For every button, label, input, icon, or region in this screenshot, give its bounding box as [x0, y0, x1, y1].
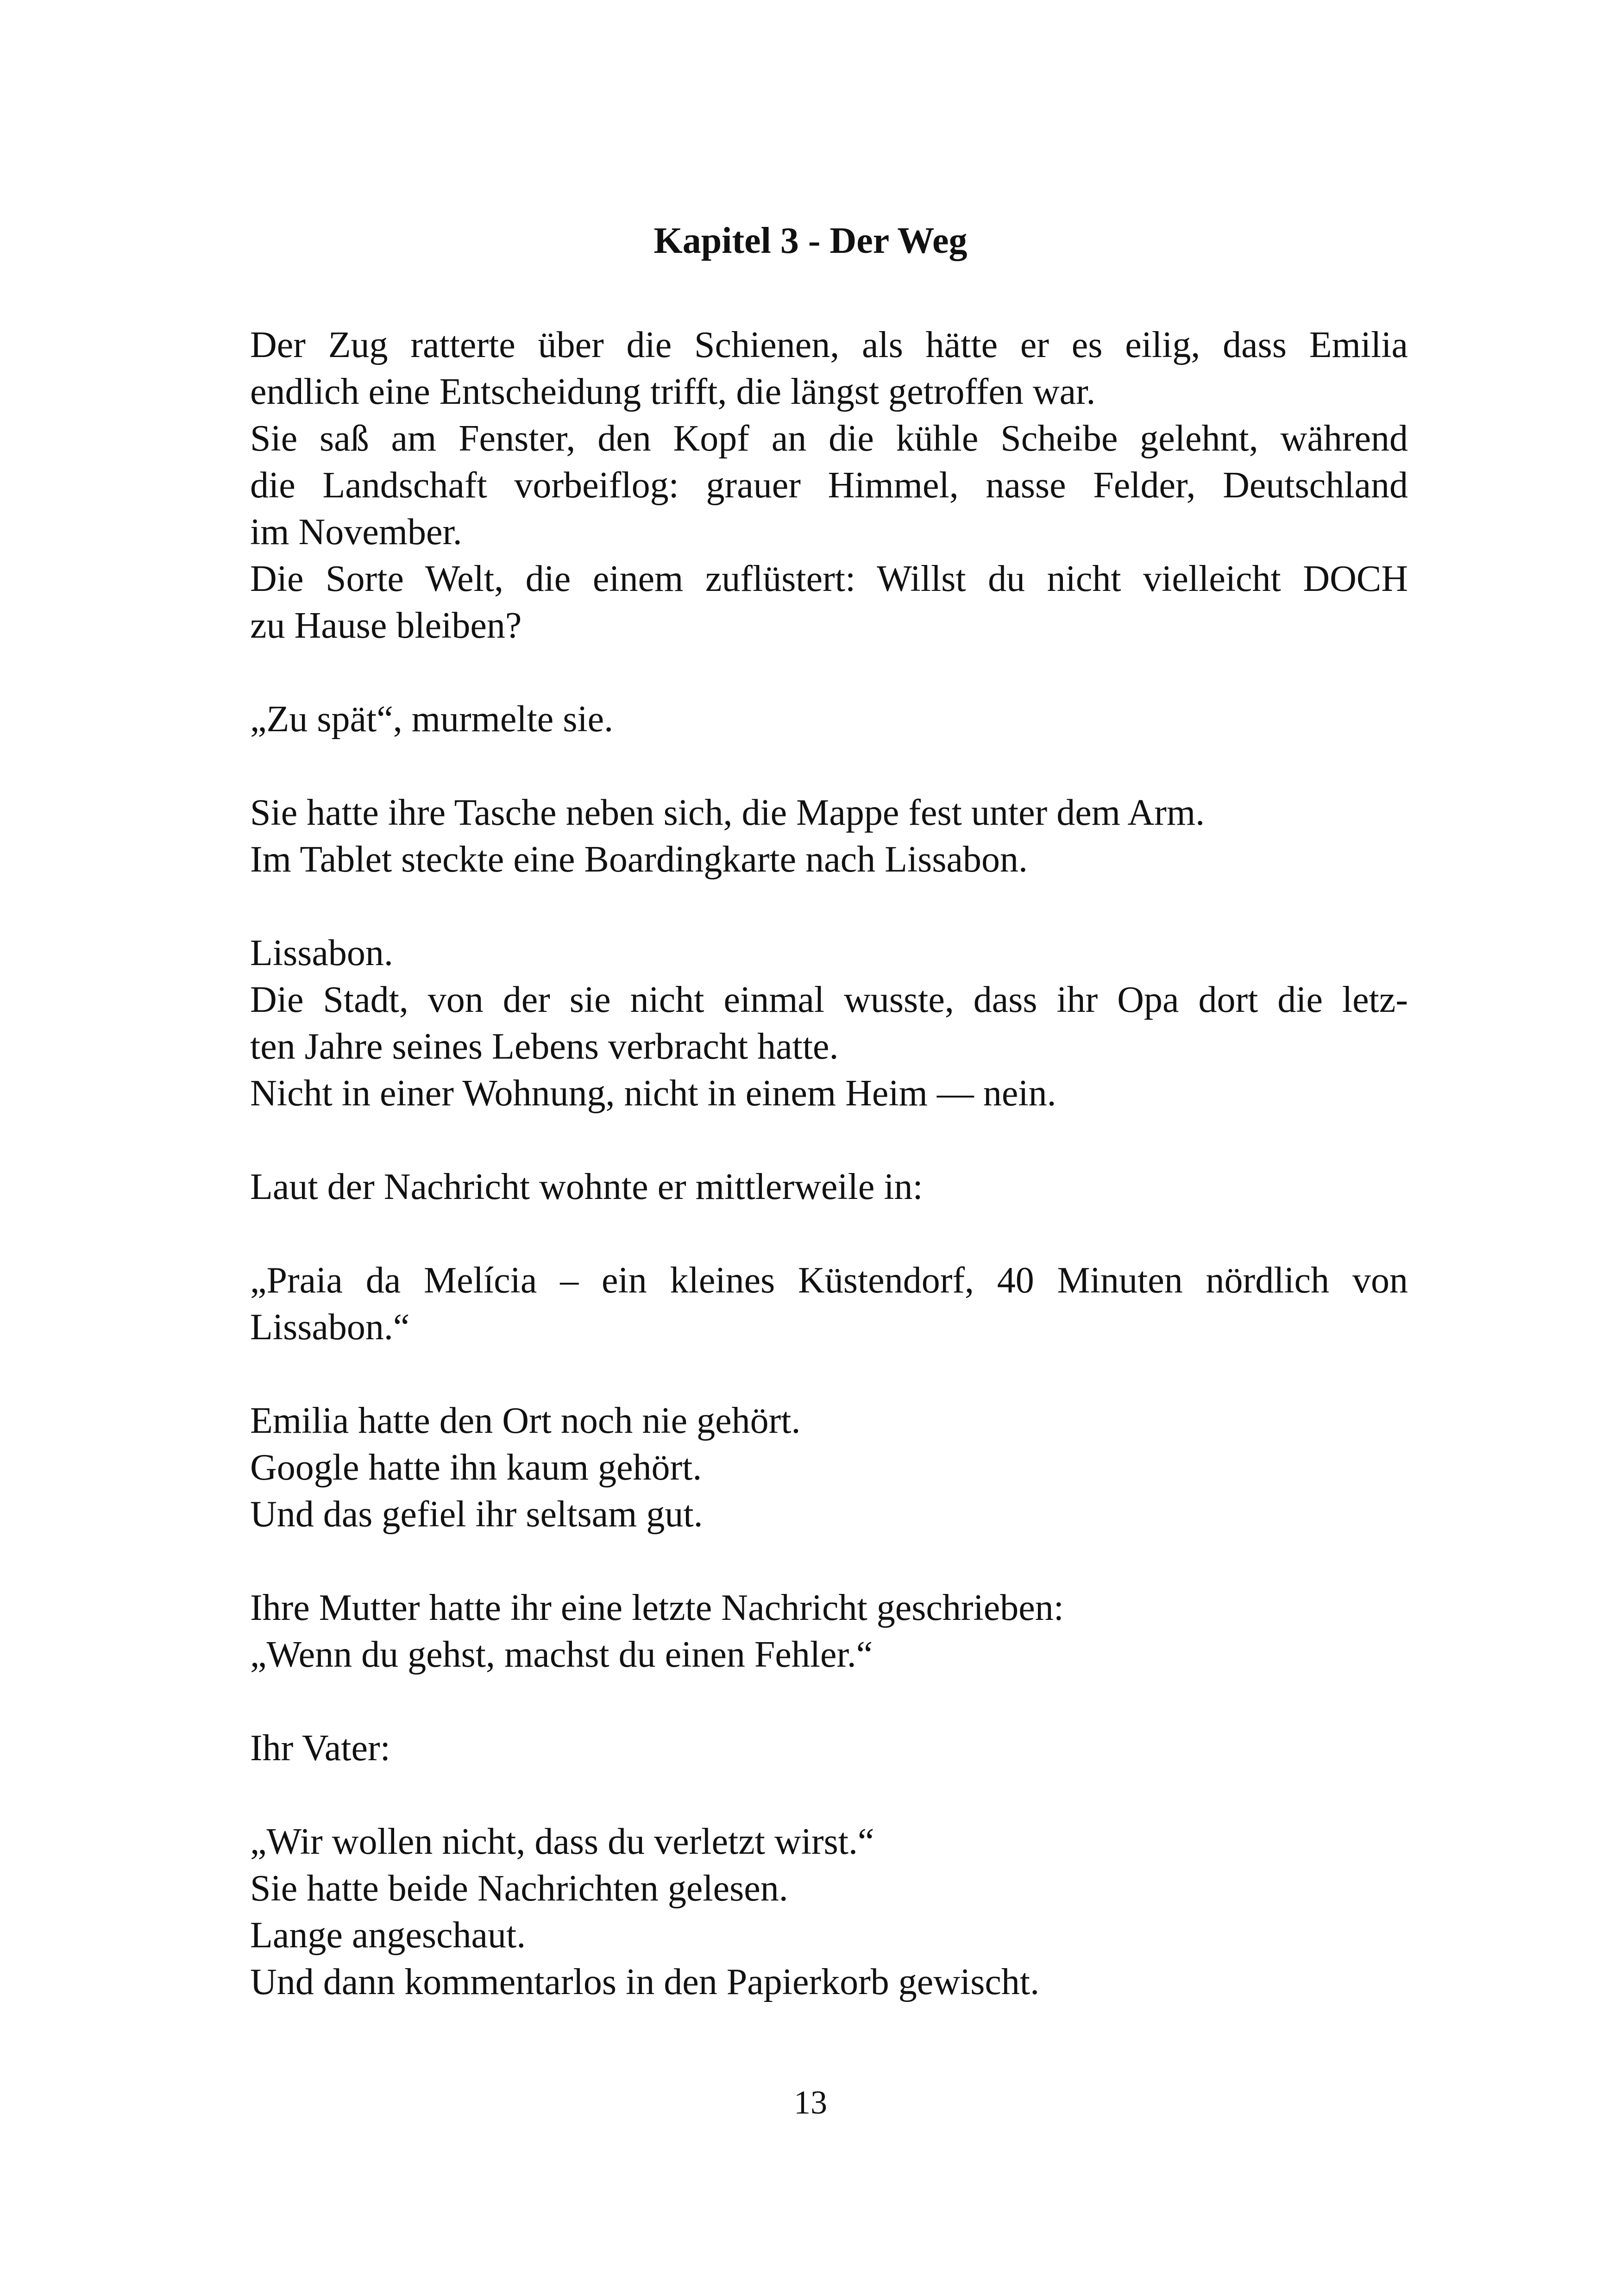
paragraph: [250, 1398, 1408, 1538]
text-line: „Wir wollen nicht, dass du verletzt wirst.“: [250, 1821, 874, 1862]
text-line: Nicht in einer Wohnung, nicht in einem Heim — nein.: [250, 1073, 1056, 1114]
text-line: im November.: [250, 512, 462, 552]
text-line: Im Tablet steckte eine Boardingkarte nach Lissabon.: [250, 839, 1028, 880]
paragraph: [250, 1819, 1408, 2006]
text-line: Und dann kommentarlos in den Papierkorb gewischt.: [250, 1962, 1040, 2002]
text-line: „Zu spät“, murmelte sie.: [250, 699, 614, 740]
text-line: die Landschaft vorbeiflog: grauer Himmel, nasse Felder, Deutschland: [250, 465, 1408, 506]
text-line: Sie saß am Fenster, den Kopf an die kühle Scheibe gelehnt, während: [250, 418, 1408, 459]
paragraph: [250, 1725, 1408, 1772]
text-line: Sie hatte ihre Tasche neben sich, die Mappe fest unter dem Arm.: [250, 792, 1205, 833]
text-line: Ihre Mutter hatte ihr eine letzte Nachricht geschrieben:: [250, 1587, 1064, 1628]
text-line: Lissabon.: [250, 933, 393, 973]
text-line: Der Zug ratterte über die Schienen, als hätte er es eilig, dass Emilia: [250, 325, 1408, 365]
chapter-body: [250, 322, 1408, 2006]
text-line: „Praia da Melícia – ein kleines Küstendorf, 40 Minuten nördlich von: [250, 1260, 1408, 1301]
text-line: Die Stadt, von der sie nicht einmal wusste, dass ihr Opa dort die letz-: [250, 979, 1408, 1020]
text-line: Emilia hatte den Ort noch nie gehört.: [250, 1400, 801, 1441]
paragraph: [250, 1164, 1408, 1211]
paragraph: [250, 790, 1408, 883]
text-line: zu Hause bleiben?: [250, 605, 522, 646]
paragraph: [250, 1257, 1408, 1351]
paragraph: [250, 1585, 1408, 1678]
text-line: Lissabon.“: [250, 1307, 410, 1348]
text-line: Und das gefiel ihr seltsam gut.: [250, 1494, 703, 1535]
text-line: Die Sorte Welt, die einem zuflüstert: Willst du nicht vielleicht DOCH: [250, 558, 1408, 599]
text-line: Sie hatte beide Nachrichten gelesen.: [250, 1868, 788, 1909]
paragraph: [250, 930, 1408, 1117]
chapter-title: Kapitel 3 - Der Weg: [653, 220, 968, 261]
paragraph: [250, 322, 1408, 649]
text-line: Lange angeschaut.: [250, 1915, 526, 1956]
page-number: 13: [794, 2084, 827, 2121]
text-line: ten Jahre seines Lebens verbracht hatte.: [250, 1026, 839, 1067]
text-line: Laut der Nachricht wohnte er mittlerweile in:: [250, 1167, 923, 1207]
text-line: Ihr Vater:: [250, 1728, 390, 1769]
paragraph: [250, 696, 1408, 743]
text-line: endlich eine Entscheidung trifft, die längst getroffen war.: [250, 371, 1096, 412]
text-line: Google hatte ihn kaum gehört.: [250, 1447, 702, 1488]
text-line: „Wenn du gehst, machst du einen Fehler.“: [250, 1634, 873, 1675]
